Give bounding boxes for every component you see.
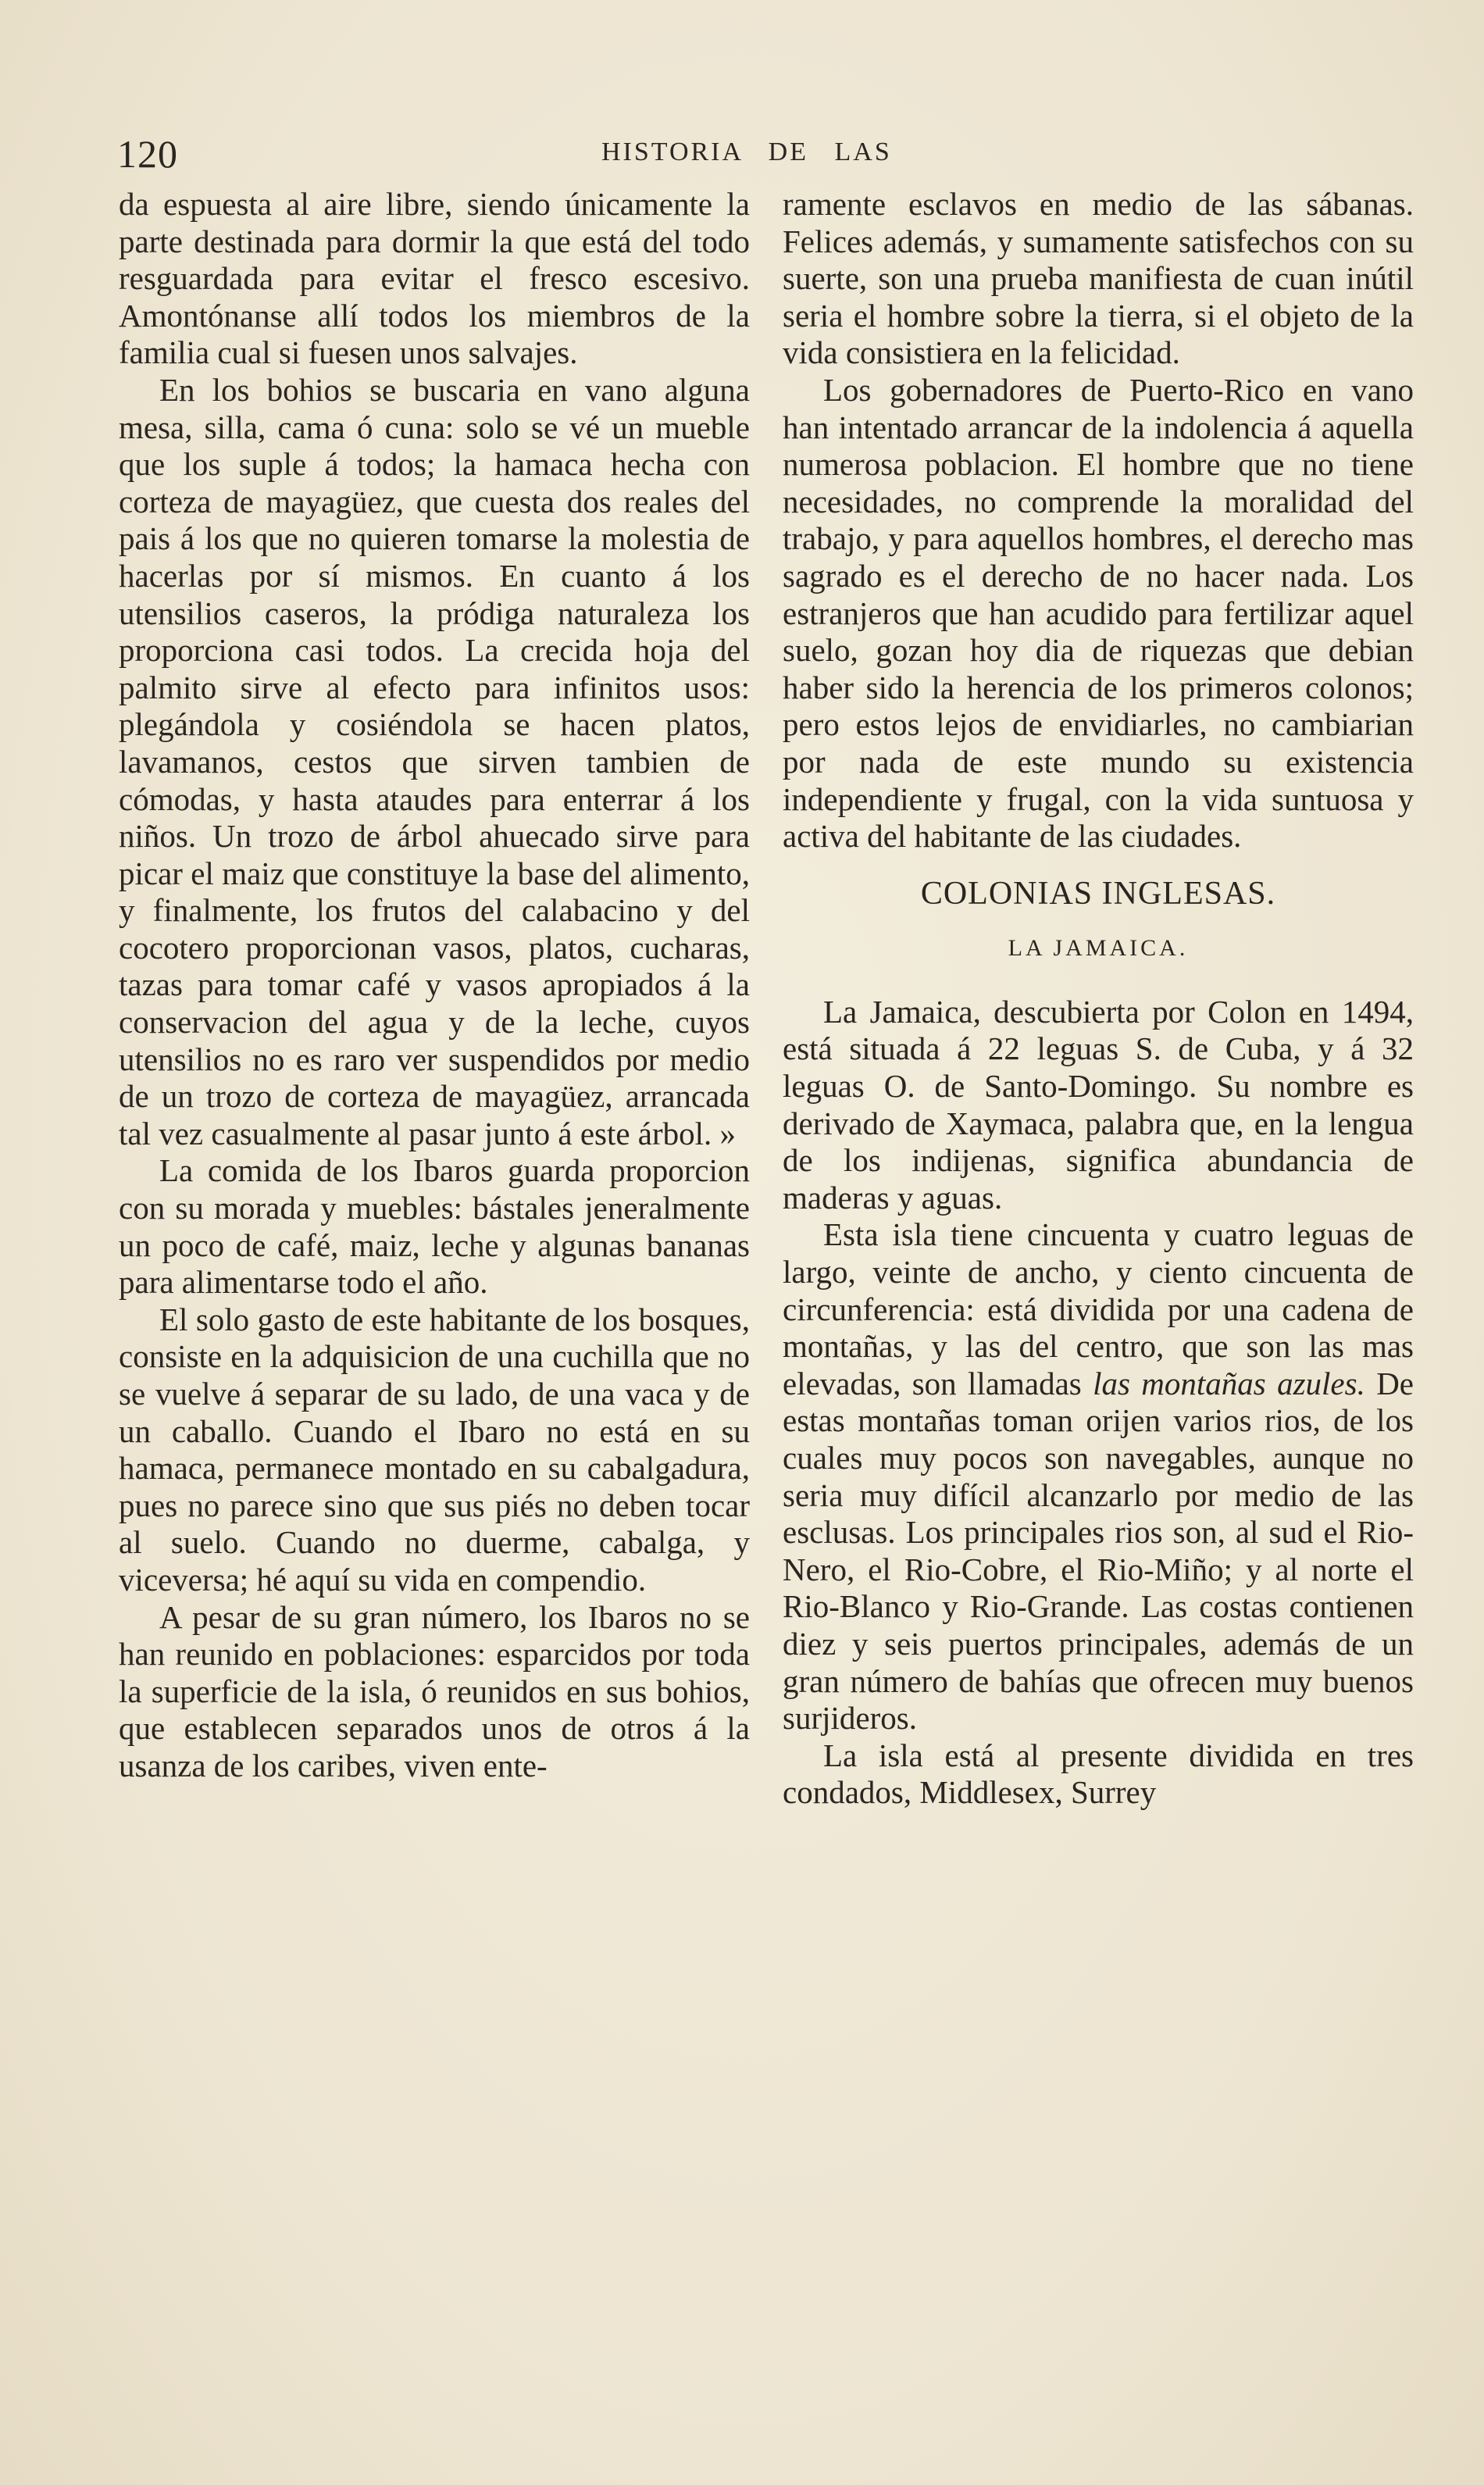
right-paragraph-3: La Jamaica, descubierta por Colon en 1494, está situada á 22 leguas S. de Cuba, y á 32 leguas O. de Santo-Domingo. Su nombre es derivado de Xaymaca, palabra que, en la lengua de los indijenas, significa abundancia de maderas y aguas. — [783, 993, 1414, 1216]
left-paragraph-1: da espuesta al aire libre, siendo únicamente la parte destinada para dormir la que está del todo resguardada para evitar el fresco escesivo. Amontónanse allí todos los miembros de la familia cual si fuesen unos salvajes. — [119, 186, 750, 371]
left-paragraph-5: A pesar de su gran número, los Ibaros no se han reunido en poblaciones: esparcidos por toda la superficie de la isla, ó reunidos en sus bohios, que establecen separados unos de otros á la usanza de los caribes, viven ente- — [119, 1598, 750, 1783]
right-column — [783, 186, 1414, 1812]
left-column — [119, 186, 750, 1785]
right-paragraph-4-italic: las montañas azules. — [1093, 1365, 1365, 1401]
section-subtitle: LA JAMAICA. — [1008, 935, 1189, 962]
page-number: 120 — [117, 132, 178, 176]
page-header — [117, 131, 1414, 178]
left-paragraph-4: El solo gasto de este habitante de los bosques, consiste en la adquisicion de una cuchilla que no se vuelve á separar de su lado, de una vaca y de un caballo. Cuando el Ibaro no está en su hamaca, permanece montado en su cabalgadura, pues no parece sino que sus piés no deben tocar al suelo. Cuando no duerme, cabalga, y viceversa; hé aquí su vida en compendio. — [119, 1301, 750, 1598]
right-paragraph-2: Los gobernadores de Puerto-Rico en vano han intentado arrancar de la indolencia á aquella numerosa poblacion. El hombre que no tiene necesidades, no comprende la moralidad del trabajo, y para aquellos hombres, el derecho mas sagrado es el derecho de no hacer nada. Los estranjeros que han acudido para fertilizar aquel suelo, gozan hoy dia de riquezas que debian haber sido la herencia de los primeros colonos; pero estos lejos de envidiarles, no cambiarian por nada de este mundo su existencia independiente y frugal, con la vida suntuosa y activa del habitante de las ciudades. — [783, 371, 1414, 855]
left-paragraph-2: En los bohios se buscaria en vano alguna mesa, silla, cama ó cuna: solo se vé un mueble que los suple á todos; la hamaca hecha con corteza de mayagüez, que cuesta dos reales del pais á los que no quieren tomarse la molestia de hacerlas por sí mismos. En cuanto á los utensilios caseros, la pródiga naturaleza los proporciona casi todos. La crecida hoja del palmito sirve al efecto para infinitos usos: plegándola y cosiéndola se hacen platos, lavamanos, cestos que sirven tambien de cómodas, y hasta ataudes para enterrar á los niños. Un trozo de árbol ahuecado sirve para picar el maiz que constituye la base del alimento, y finalmente, los frutos del calabacino y del cocotero proporcionan vasos, platos, cucharas, tazas para tomar café y vasos apropiados á la conservacion del agua y de la leche, cuyos utensilios no es raro ver suspendidos por medio de un trozo de corteza de mayagüez, arrancada tal vez casualmente al pasar junto á este árbol. » — [119, 371, 750, 1151]
running-title: HISTORIA DE LAS — [601, 137, 892, 166]
section-title: COLONIAS INGLESAS. — [920, 875, 1276, 912]
right-paragraph-5: La isla está al presente dividida en tres condados, Middlesex, Surrey — [783, 1737, 1414, 1811]
right-paragraph-4-end: De estas montañas toman orijen varios rios, de los cuales muy pocos son navegables, aunque no seria muy difícil alcanzarlo por medio de las esclusas. Los principales rios son, al sud el Rio-Nero, el Rio-Cobre, el Rio-Miño; y al norte el Rio-Blanco y Rio-Grande. Las costas contienen diez y seis puertos principales, además de un gran número de bahías que ofrecen muy buenos surjideros. — [783, 1365, 1414, 1737]
right-paragraph-4-start: Esta isla tiene cincuenta y cuatro leguas de largo, veinte de ancho, y ciento cincuenta de circunferencia: está dividida por una cadena de montañas, y las del centro, que son las mas elevadas, son llamadas — [783, 1216, 1414, 1401]
left-paragraph-3: La comida de los Ibaros guarda proporcion con su morada y muebles: bástales jeneralmente un poco de café, maiz, leche y algunas bananas para alimentarse todo el año. — [119, 1152, 750, 1301]
right-paragraph-4 — [783, 1216, 1414, 1737]
right-paragraph-1: ramente esclavos en medio de las sábanas. Felices además, y sumamente satisfechos con su suerte, son una prueba manifiesta de cuan inútil seria el hombre sobre la tierra, si el objeto de la vida consistiera en la felicidad. — [783, 186, 1414, 371]
